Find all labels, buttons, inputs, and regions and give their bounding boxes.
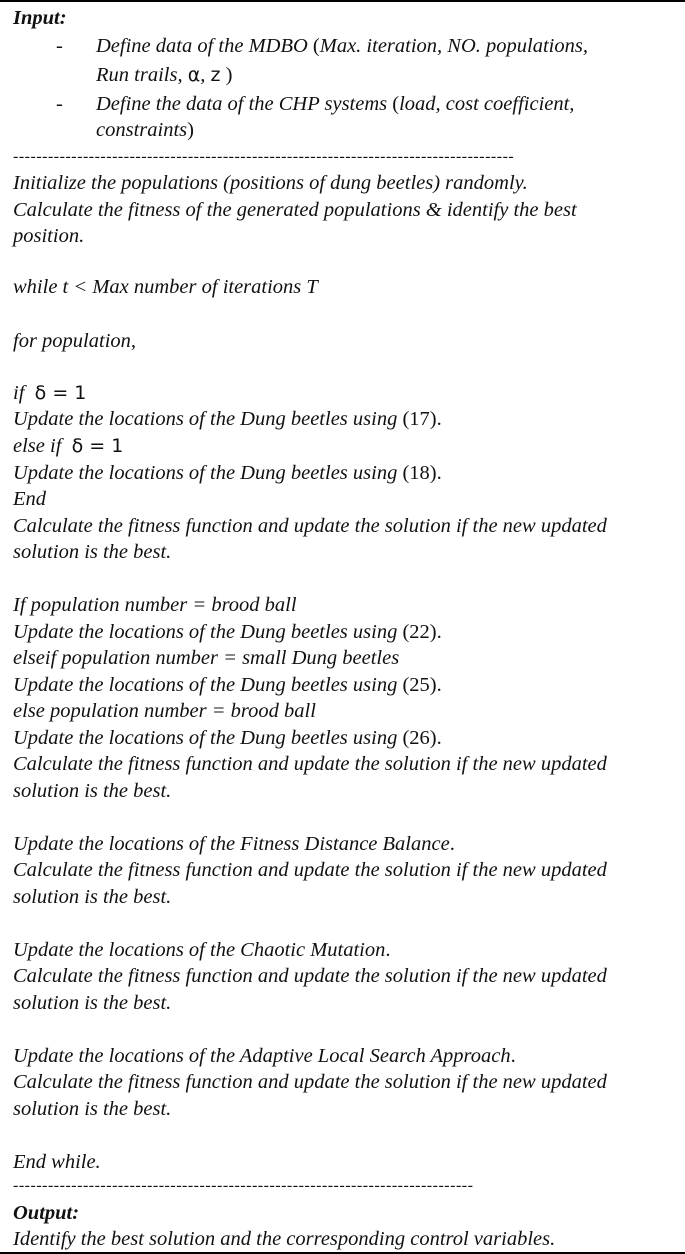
update-26-line xyxy=(13,725,442,751)
run-trails-text: Run trails, xyxy=(96,64,188,86)
else-if-delta-line xyxy=(13,433,123,459)
calc-line-1b: solution is the best. xyxy=(13,541,172,563)
input-item-2-line-1 xyxy=(96,91,574,117)
equation-ref: (22). xyxy=(402,621,442,643)
input-item-1-line-2 xyxy=(96,62,232,88)
fdb-text: Update the locations of the Fitness Distance Balance xyxy=(13,833,450,855)
input-bullet-1 xyxy=(56,33,63,59)
update-text: Update the locations of the Dung beetles using xyxy=(13,621,403,643)
while-line: while t < Max number of iterations T xyxy=(13,276,318,298)
update-18-line xyxy=(13,460,442,486)
calc-line-2a: Calculate the fitness function and update the solution if the new updated xyxy=(13,753,607,775)
period: . xyxy=(510,1045,516,1067)
update-17-line xyxy=(13,406,442,432)
update-22-line xyxy=(13,619,442,645)
update-text: Update the locations of the Dung beetles using xyxy=(13,462,403,484)
equation-ref: (17). xyxy=(402,408,442,430)
calc-line-1a: Calculate the fitness function and update the solution if the new updated xyxy=(13,515,607,537)
constraints-text: constraints xyxy=(96,119,188,141)
paren: ) xyxy=(220,64,233,86)
if-keyword: if xyxy=(13,382,25,404)
output-heading: Output: xyxy=(13,1202,80,1224)
alsa-line xyxy=(13,1043,516,1069)
calc-line-3b: solution is the best. xyxy=(13,886,172,908)
for-line: for population, xyxy=(13,330,137,352)
update-text: Update the locations of the Dung beetles using xyxy=(13,674,403,696)
update-text: Update the locations of the Dung beetles using xyxy=(13,408,403,430)
separator-top: -------------------------------------------------------------------------------------- xyxy=(13,148,515,165)
alsa-text: Update the locations of the Adaptive Local Search Approach xyxy=(13,1045,511,1067)
delta-condition: δ = 1 xyxy=(34,382,87,404)
alpha-symbol: α xyxy=(187,64,201,86)
paren: ) xyxy=(187,119,194,141)
fdb-line xyxy=(13,831,455,857)
update-text: Update the locations of the Dung beetles using xyxy=(13,727,403,749)
input-item-2-text: Define the data of the CHP systems xyxy=(96,93,388,115)
update-25-line xyxy=(13,672,442,698)
input-bullet-2 xyxy=(56,91,63,117)
end-while-line: End while. xyxy=(13,1151,101,1173)
calc-line-2b: solution is the best. xyxy=(13,780,172,802)
separator-bottom: ------------------------------------------------------------------------------- xyxy=(13,1177,474,1194)
paren: ( xyxy=(307,35,320,57)
input-item-2-line-2 xyxy=(96,117,194,143)
input-item-1-text: Define data of the MDBO xyxy=(96,35,308,57)
if-brood-line: If population number = brood ball xyxy=(13,594,297,616)
z-symbol: z xyxy=(210,64,221,86)
period: . xyxy=(385,939,391,961)
calc-line-3a: Calculate the fitness function and update the solution if the new updated xyxy=(13,859,607,881)
calc-line-4a: Calculate the fitness function and update the solution if the new updated xyxy=(13,965,607,987)
else-if-keyword: else if xyxy=(13,435,62,457)
input-item-1-params: Max. iteration, NO. populations, xyxy=(319,35,588,57)
fitness-line-2: position. xyxy=(13,225,85,247)
end-line: End xyxy=(13,488,47,510)
bullet-dash: - xyxy=(56,35,63,57)
equation-ref: (18). xyxy=(402,462,442,484)
calc-line-5b: solution is the best. xyxy=(13,1098,172,1120)
calc-line-4b: solution is the best. xyxy=(13,992,172,1014)
chaotic-text: Update the locations of the Chaotic Mutation xyxy=(13,939,386,961)
input-heading: Input: xyxy=(13,7,67,29)
else-brood-line: else population number = brood ball xyxy=(13,700,316,722)
elseif-small-line: elseif population number = small Dung beetles xyxy=(13,647,400,669)
calc-line-5a: Calculate the fitness function and update the solution if the new updated xyxy=(13,1071,607,1093)
bullet-dash: - xyxy=(56,93,63,115)
chaotic-line xyxy=(13,937,391,963)
input-item-2-params: load, cost coefficient, xyxy=(399,93,575,115)
paren: ( xyxy=(387,93,400,115)
fitness-line-1: Calculate the fitness of the generated populations & identify the best xyxy=(13,199,577,221)
if-delta-line xyxy=(13,380,86,406)
equation-ref: (25). xyxy=(402,674,442,696)
input-item-1-line-1 xyxy=(96,33,588,59)
output-text: Identify the best solution and the corresponding control variables. xyxy=(13,1228,556,1250)
delta-condition: δ = 1 xyxy=(71,435,124,457)
period: . xyxy=(449,833,455,855)
equation-ref: (26). xyxy=(402,727,442,749)
init-line: Initialize the populations (positions of dung beetles) randomly. xyxy=(13,172,528,194)
separator: , xyxy=(200,64,211,86)
